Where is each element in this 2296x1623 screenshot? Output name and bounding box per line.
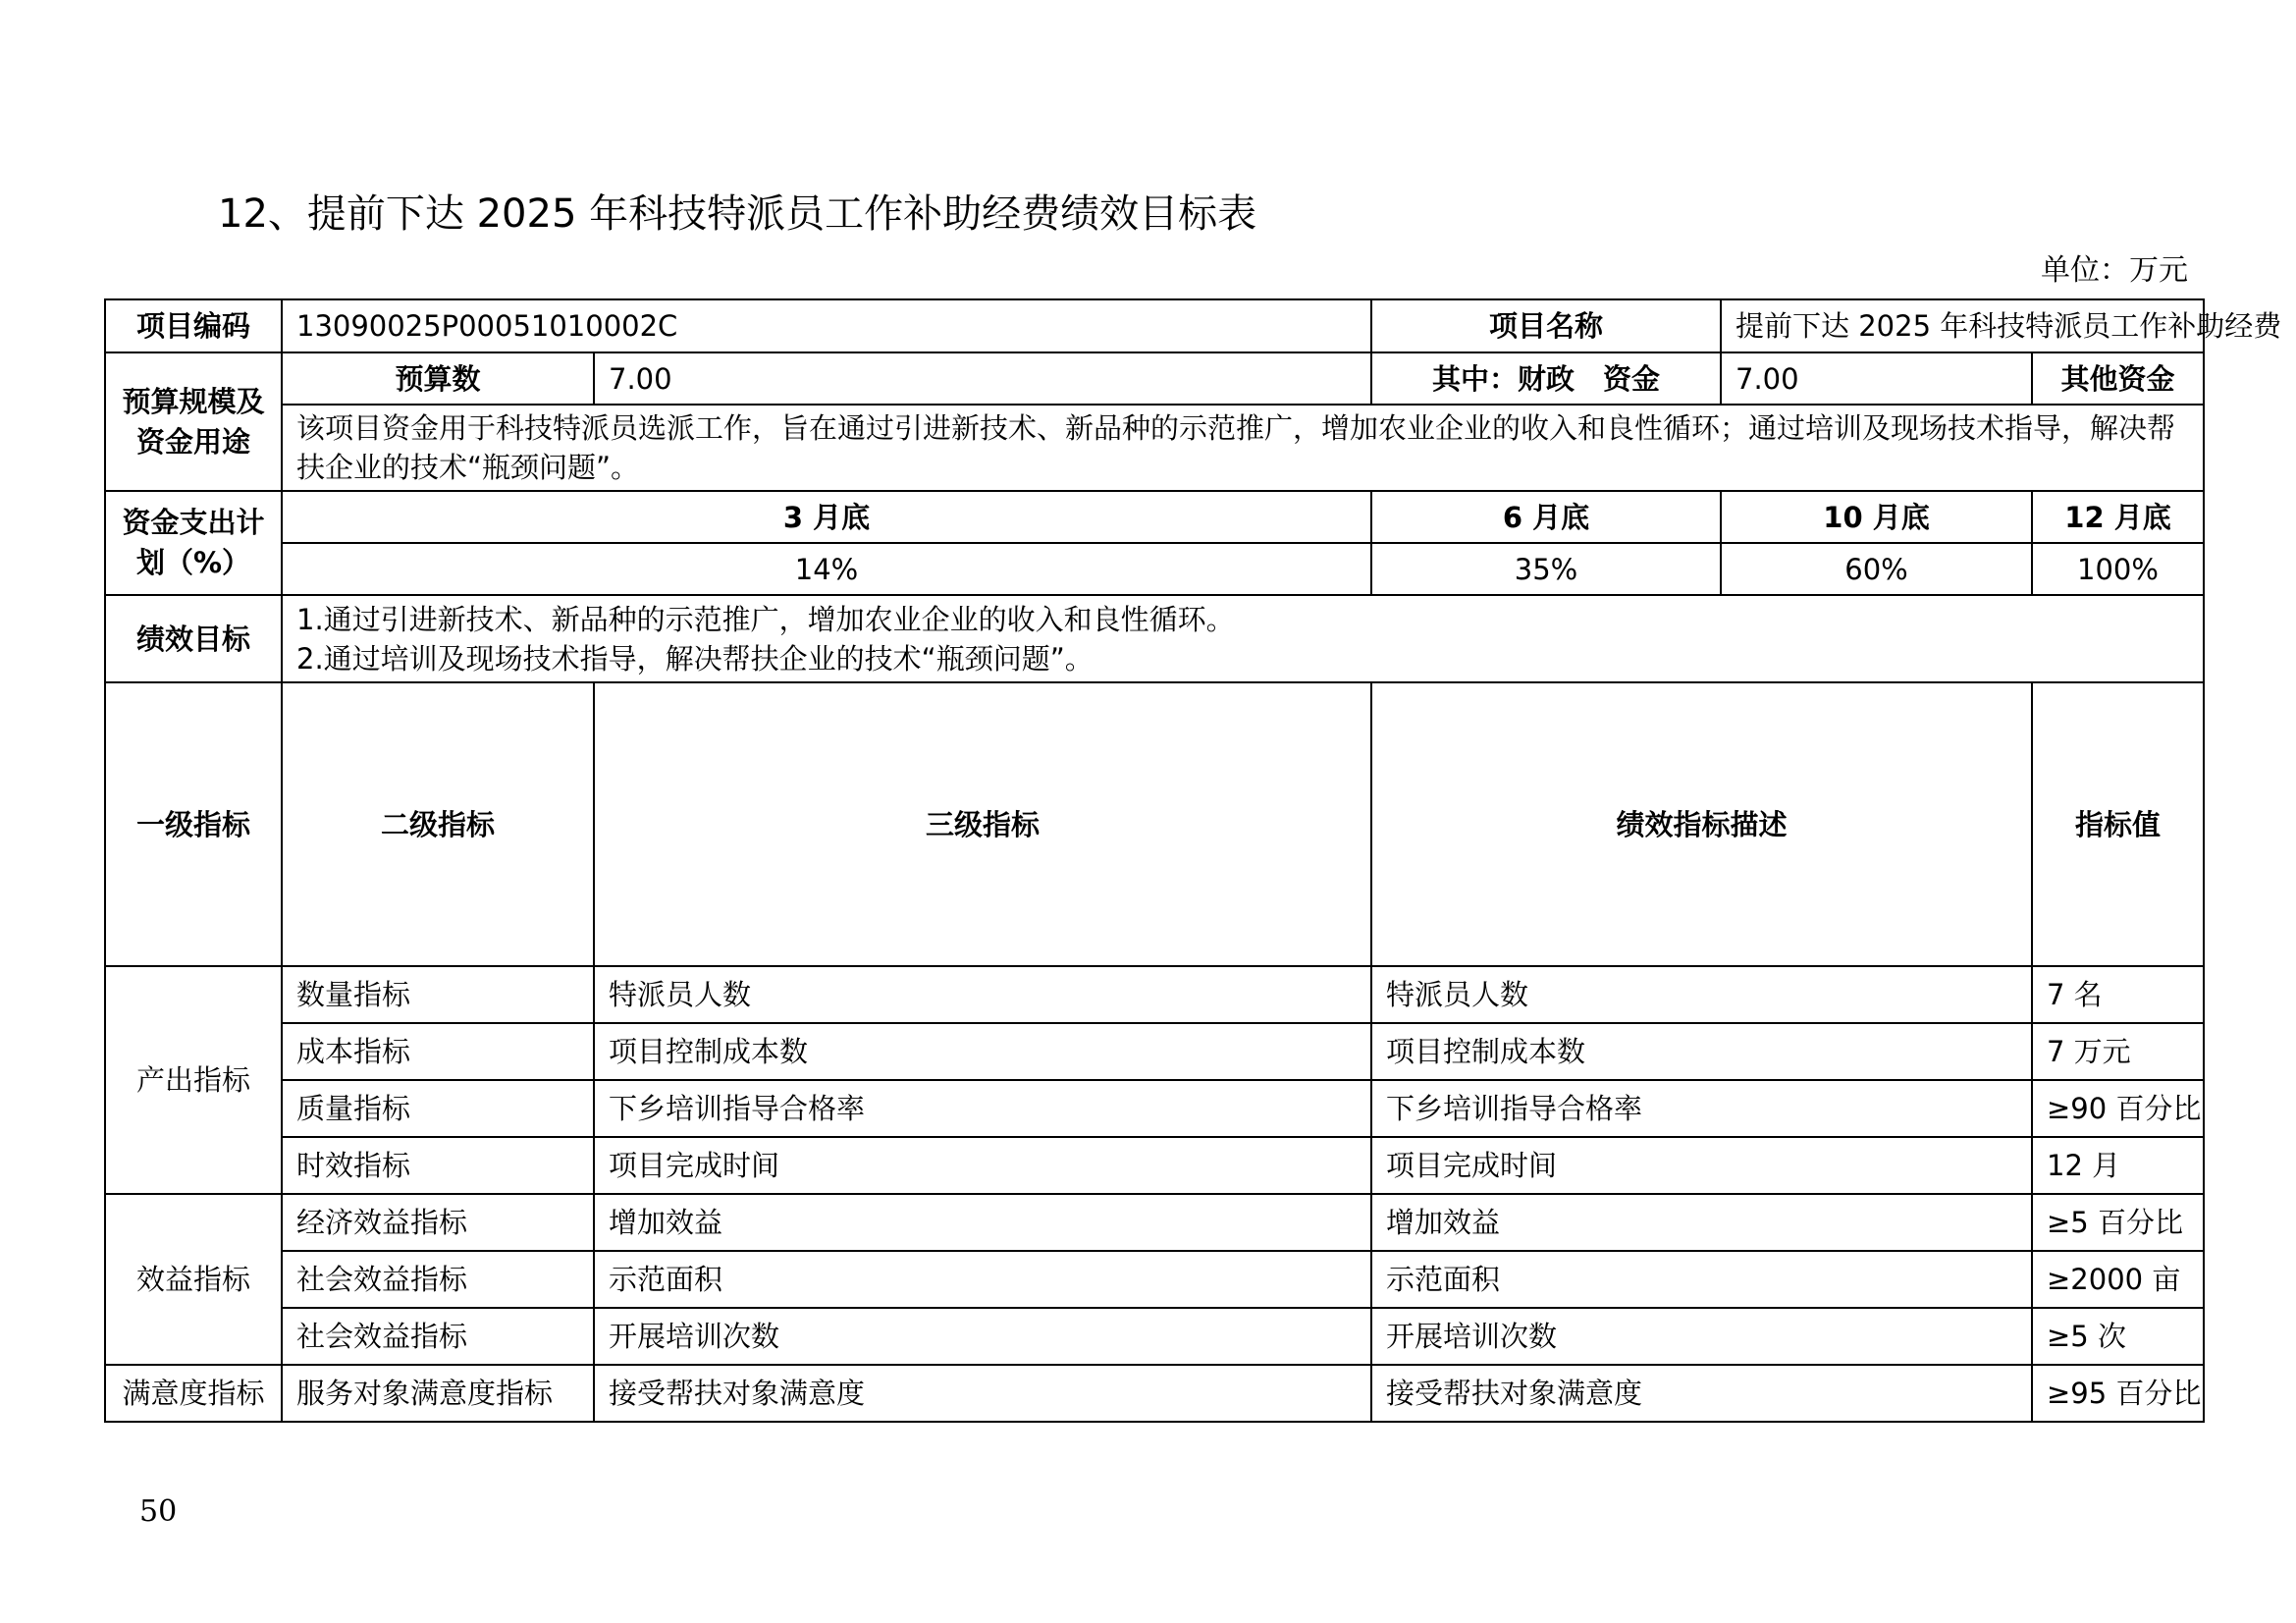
value-cell: 7 万元 (2032, 1023, 2204, 1080)
budget-amount-value: 7.00 (594, 352, 1371, 405)
level1-output: 产出指标 (105, 966, 282, 1194)
level2-cell: 时效指标 (282, 1137, 594, 1194)
level3-cell: 接受帮扶对象满意度 (594, 1365, 1371, 1422)
project-name-value: 提前下达 2025 年科技特派员工作补助经费 (1721, 299, 2204, 352)
header-level1: 一级指标 (105, 682, 282, 966)
description-cell: 增加效益 (1371, 1194, 2032, 1251)
plan-header-dec: 12 月底 (2032, 491, 2204, 543)
page-title: 12、提前下达 2025 年科技特派员工作补助经费绩效目标表 (218, 191, 1257, 237)
budget-amount-label: 预算数 (282, 352, 594, 405)
level3-cell: 下乡培训指导合格率 (594, 1080, 1371, 1137)
goals-row (105, 595, 2204, 682)
level1-benefit: 效益指标 (105, 1194, 282, 1365)
header-value: 指标值 (2032, 682, 2204, 966)
project-code-label: 项目编码 (105, 299, 282, 352)
level2-cell: 社会效益指标 (282, 1251, 594, 1308)
level2-cell: 质量指标 (282, 1080, 594, 1137)
description-cell: 示范面积 (1371, 1251, 2032, 1308)
level3-cell: 特派员人数 (594, 966, 1371, 1023)
goals-text (282, 595, 2204, 682)
level3-cell: 增加效益 (594, 1194, 1371, 1251)
plan-header-jun: 6 月底 (1371, 491, 1721, 543)
indicator-header-row (105, 682, 2204, 966)
plan-value-row (105, 543, 2204, 595)
performance-target-table (104, 298, 2282, 1423)
project-name-label: 项目名称 (1371, 299, 1721, 352)
page-number: 50 (139, 1494, 178, 1529)
budget-usage-text: 该项目资金用于科技特派员选派工作，旨在通过引进新技术、新品种的示范推广，增加农业企业的收入和良性循环；通过培训及现场技术指导，解决帮扶企业的技术“瓶颈问题”。 (282, 405, 2204, 491)
table-row (105, 1251, 2204, 1308)
header-level2: 二级指标 (282, 682, 594, 966)
level3-cell: 项目完成时间 (594, 1137, 1371, 1194)
budget-section-label: 预算规模及资金用途 (105, 352, 282, 491)
description-cell: 下乡培训指导合格率 (1371, 1080, 2032, 1137)
project-code-value: 13090025P00051010002C (282, 299, 1371, 352)
other-fund-label: 其他资金 (2032, 352, 2204, 405)
fiscal-fund-label: 其中：财政 资金 (1371, 352, 1721, 405)
description-cell: 项目完成时间 (1371, 1137, 2032, 1194)
description-cell: 开展培训次数 (1371, 1308, 2032, 1365)
budget-usage-row (105, 405, 2204, 491)
level3-cell: 开展培训次数 (594, 1308, 1371, 1365)
level3-cell: 项目控制成本数 (594, 1023, 1371, 1080)
header-description: 绩效指标描述 (1371, 682, 2032, 966)
plan-value-mar: 14% (282, 543, 1371, 595)
value-cell: 12 月 (2032, 1137, 2204, 1194)
table-row (105, 1308, 2204, 1365)
plan-header-oct: 10 月底 (1721, 491, 2032, 543)
value-cell: ≥95 百分比 (2032, 1365, 2204, 1422)
goals-label: 绩效目标 (105, 595, 282, 682)
level2-cell: 社会效益指标 (282, 1308, 594, 1365)
unit-label: 单位：万元 (2041, 253, 2188, 288)
value-cell: ≥2000 亩 (2032, 1251, 2204, 1308)
fiscal-fund-value: 7.00 (1721, 352, 2032, 405)
value-cell: 7 名 (2032, 966, 2204, 1023)
level3-cell: 示范面积 (594, 1251, 1371, 1308)
table-row (105, 1194, 2204, 1251)
level2-cell: 服务对象满意度指标 (282, 1365, 594, 1422)
table-row (105, 1080, 2204, 1137)
value-cell: ≥5 次 (2032, 1308, 2204, 1365)
description-cell: 特派员人数 (1371, 966, 2032, 1023)
description-cell: 项目控制成本数 (1371, 1023, 2032, 1080)
level2-cell: 数量指标 (282, 966, 594, 1023)
plan-label: 资金支出计划（%） (105, 491, 282, 595)
budget-amount-row (105, 352, 2204, 405)
plan-header-mar: 3 月底 (282, 491, 1371, 543)
description-cell: 接受帮扶对象满意度 (1371, 1365, 2032, 1422)
header-level3: 三级指标 (594, 682, 1371, 966)
plan-value-dec: 100% (2032, 543, 2204, 595)
goal-line-1: 1.通过引进新技术、新品种的示范推广，增加农业企业的收入和良性循环。 (296, 602, 1235, 636)
table-row (105, 1365, 2204, 1422)
plan-value-oct: 60% (1721, 543, 2032, 595)
plan-value-jun: 35% (1371, 543, 1721, 595)
value-cell: ≥90 百分比 (2032, 1080, 2204, 1137)
table-row (105, 966, 2204, 1023)
table-row (105, 1137, 2204, 1194)
goal-line-2: 2.通过培训及现场技术指导，解决帮扶企业的技术“瓶颈问题”。 (296, 641, 1094, 676)
value-cell: ≥5 百分比 (2032, 1194, 2204, 1251)
level2-cell: 经济效益指标 (282, 1194, 594, 1251)
level1-satisfaction: 满意度指标 (105, 1365, 282, 1422)
level2-cell: 成本指标 (282, 1023, 594, 1080)
table-row (105, 1023, 2204, 1080)
plan-header-row (105, 491, 2204, 543)
project-row (105, 299, 2204, 352)
